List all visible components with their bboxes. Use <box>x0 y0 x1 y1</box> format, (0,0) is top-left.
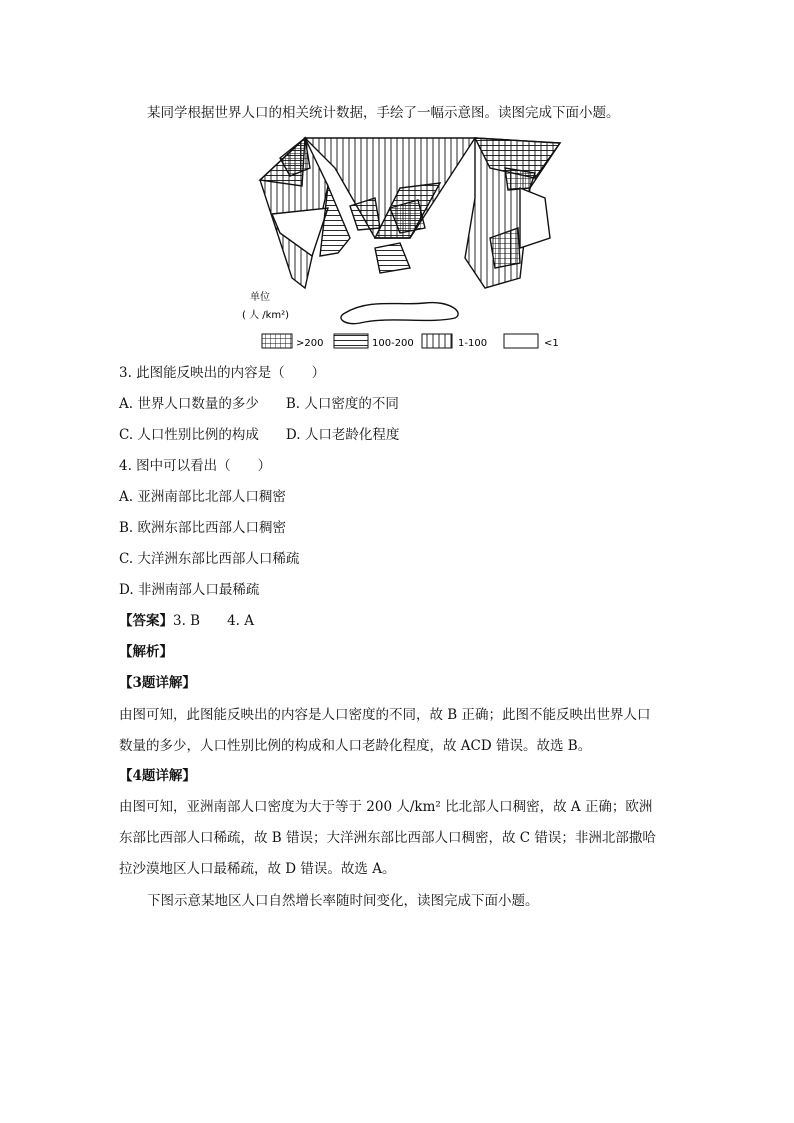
q4-option-b: B. 欧洲东部比西部人口稠密 <box>119 520 287 536</box>
q3-stem: 3. 此图能反映出的内容是（ ） <box>119 365 326 381</box>
intro-text: 某同学根据世界人口的相关统计数据，手绘了一幅示意图。读图完成下面小题。 <box>147 105 620 121</box>
answer-line <box>119 612 254 630</box>
unit-label: 单位 <box>250 292 270 303</box>
answer-label: 【答案】 <box>119 613 173 629</box>
legend-label-2: 100-200 <box>372 338 414 349</box>
q4-option-c: C. 大洋洲东部比西部人口稀疏 <box>119 551 300 567</box>
q3-detail-title: 【3题详解】 <box>119 675 196 691</box>
q4-detail-line3: 拉沙漠地区人口最稀疏，故 D 错误。故选 A。 <box>119 861 396 877</box>
population-density-map <box>242 128 580 358</box>
analysis-title: 【解析】 <box>119 644 173 660</box>
q4-option-d: D. 非洲南部人口最稀疏 <box>119 582 260 598</box>
q4-detail-title: 【4题详解】 <box>119 768 196 784</box>
q4-detail-line1: 由图可知，亚洲南部人口密度为大于等于 200 人/km² 比北部人口稠密，故 A 正确；欧洲 <box>119 799 653 815</box>
legend-swatch-vertical <box>422 334 452 348</box>
answer-text: 3. B 4. A <box>173 613 255 629</box>
q4-stem: 4. 图中可以看出（ ） <box>119 458 272 474</box>
legend-swatch-grid <box>262 334 292 348</box>
q3-options-cd: C. 人口性别比例的构成 D. 人口老龄化程度 <box>119 427 400 443</box>
legend-swatch-empty <box>504 334 538 348</box>
q4-option-a: A. 亚洲南部比北部人口稠密 <box>119 489 286 505</box>
legend-label-4: <1 <box>544 338 559 349</box>
legend-swatch-horizontal <box>334 334 368 348</box>
legend-label-3: 1-100 <box>458 338 488 349</box>
q3-options-ab: A. 世界人口数量的多少 B. 人口密度的不同 <box>119 396 399 412</box>
q3-detail-line1: 由图可知，此图能反映出的内容是人口密度的不同，故 B 正确；此图不能反映出世界人口 <box>119 707 651 723</box>
q3-detail-line2: 数量的多少，人口性别比例的构成和人口老龄化程度，故 ACD 错误。故选 B。 <box>119 738 592 754</box>
next-intro-text: 下图示意某地区人口自然增长率随时间变化，读图完成下面小题。 <box>147 893 539 909</box>
q4-detail-line2: 东部比西部人口稀疏，故 B 错误；大洋洲东部比西部人口稠密，故 C 错误；非洲北部撒哈 <box>119 830 656 846</box>
unit-value: ( 人 /km²) <box>242 310 290 321</box>
legend-label-1: >200 <box>296 338 324 349</box>
